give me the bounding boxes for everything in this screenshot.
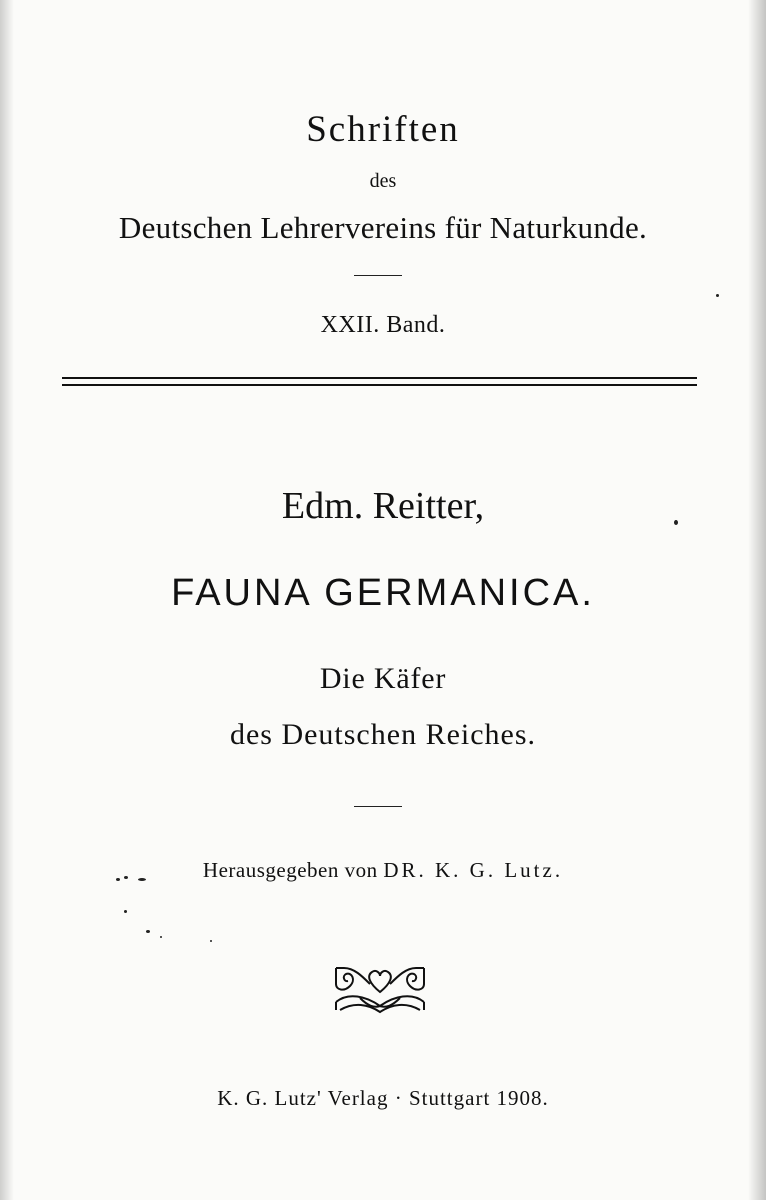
short-divider-rule bbox=[354, 275, 402, 276]
scan-speck bbox=[716, 294, 719, 297]
double-divider-rule bbox=[62, 377, 697, 386]
editor-name: DR. K. G. Lutz. bbox=[383, 858, 564, 882]
editor-credit bbox=[0, 858, 766, 883]
editor-prefix: Herausgegeben von bbox=[202, 858, 378, 882]
scan-speck bbox=[124, 876, 128, 879]
volume-number: XXII. Band. bbox=[320, 312, 446, 338]
scan-speck bbox=[116, 878, 120, 881]
scan-speck bbox=[210, 940, 212, 942]
scan-speck bbox=[138, 878, 146, 881]
publisher-imprint: K. G. Lutz' Verlag · Stuttgart 1908. bbox=[217, 1086, 549, 1110]
scan-speck bbox=[124, 910, 127, 913]
series-society-name: Deutschen Lehrervereins für Naturkunde. bbox=[118, 210, 648, 245]
book-subtitle-line-1: Die Käfer bbox=[319, 662, 447, 695]
short-divider-rule bbox=[354, 806, 402, 807]
art-nouveau-heart-ornament-icon bbox=[330, 962, 430, 1016]
book-subtitle-line-2: des Deutschen Reiches. bbox=[229, 718, 537, 751]
scan-speck bbox=[146, 930, 150, 933]
series-article: des bbox=[369, 170, 397, 192]
book-title: FAUNA GERMANICA. bbox=[171, 572, 595, 614]
series-title: Schriften bbox=[306, 109, 460, 150]
scan-speck bbox=[674, 520, 678, 525]
author-name: Edm. Reitter, bbox=[281, 485, 485, 527]
scan-speck bbox=[160, 936, 162, 938]
